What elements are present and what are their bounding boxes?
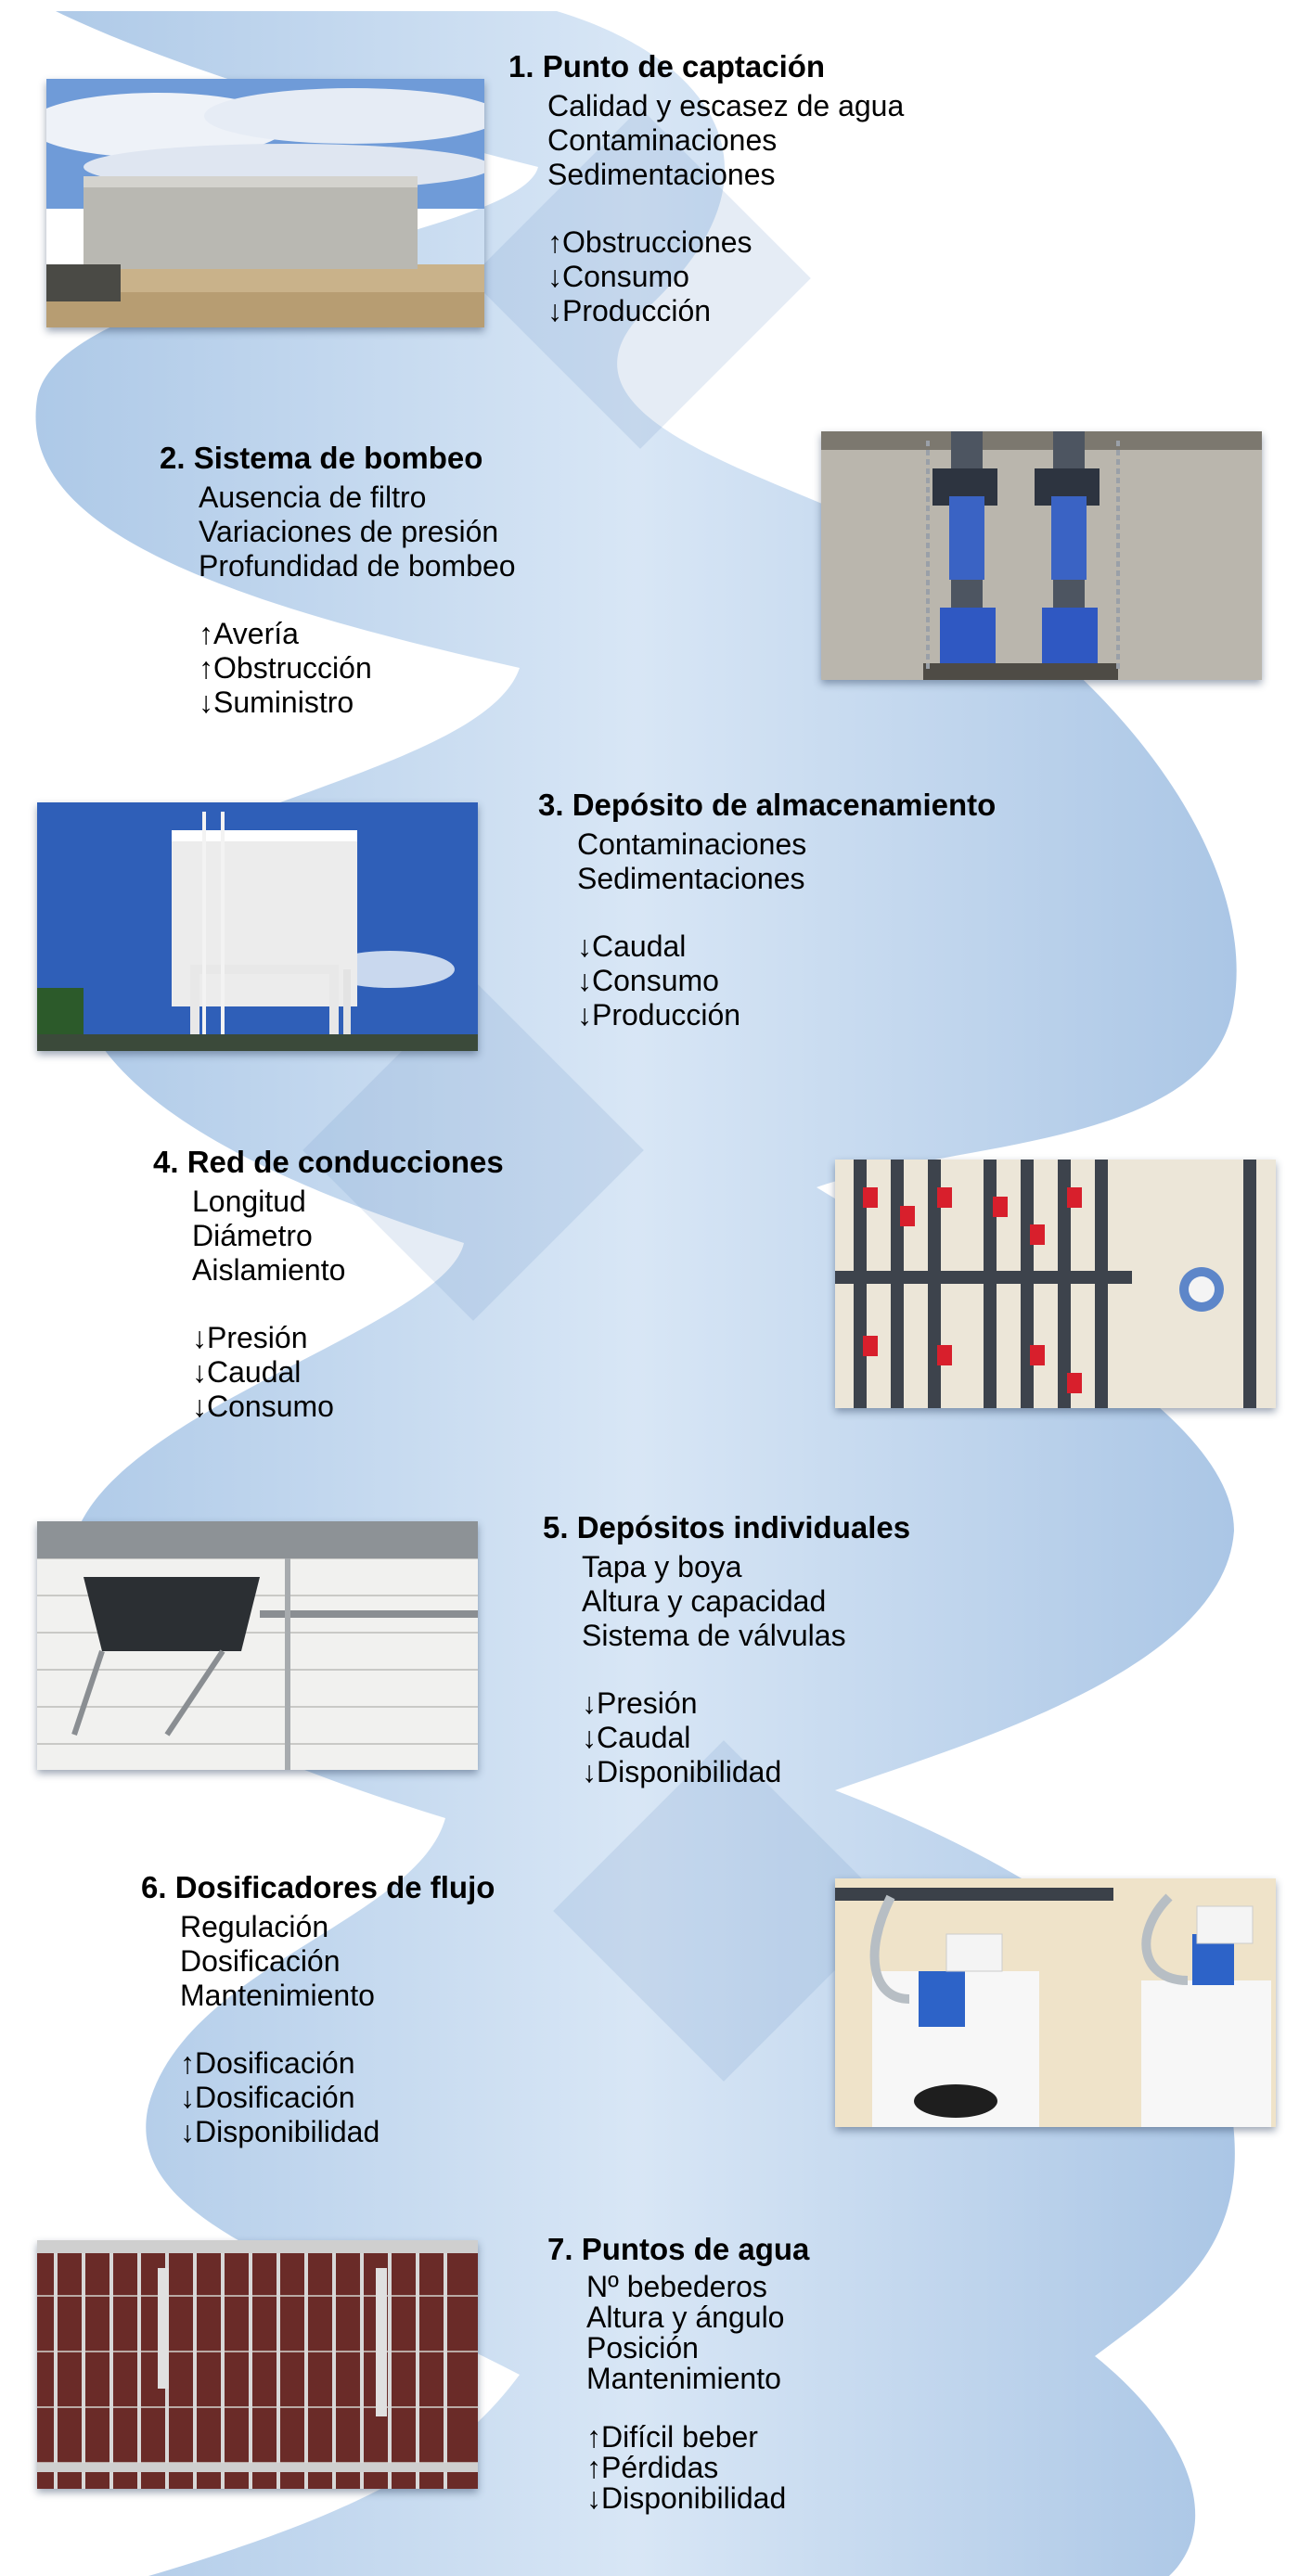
effect-line: ↑Avería bbox=[199, 617, 299, 650]
effect-line: ↑Obstrucciones bbox=[547, 225, 752, 259]
effect-line: ↓Suministro bbox=[199, 686, 354, 719]
factor-line: Calidad y escasez de agua bbox=[547, 89, 905, 122]
photo-flow-dosers bbox=[835, 1878, 1276, 2127]
factor-line: Profundidad de bombeo bbox=[199, 549, 516, 583]
photo-storage-tank bbox=[37, 802, 478, 1051]
factor-line: Dosificación bbox=[180, 1944, 341, 1978]
factor-line: Sistema de válvulas bbox=[582, 1619, 846, 1652]
factor-line: Sedimentaciones bbox=[547, 158, 776, 191]
effect-line: ↓Caudal bbox=[577, 929, 687, 963]
effect-line: ↑Pérdidas bbox=[586, 2451, 719, 2484]
effect-line: ↓Disponibilidad bbox=[582, 1755, 782, 1788]
factor-line: Altura y ángulo bbox=[586, 2300, 785, 2334]
section-title: 4. Red de conducciones bbox=[153, 1145, 504, 1179]
effect-line: ↓Caudal bbox=[582, 1721, 691, 1754]
factor-line: Nº bebederos bbox=[586, 2270, 767, 2303]
photo-water-intake bbox=[46, 79, 484, 327]
section-title: 5. Depósitos individuales bbox=[543, 1510, 911, 1544]
section-title: 6. Dosificadores de flujo bbox=[141, 1870, 495, 1904]
section-storage-tank bbox=[538, 787, 996, 1032]
factor-line: Variaciones de presión bbox=[199, 515, 499, 548]
section-water-intake bbox=[508, 48, 904, 328]
section-pipe-network bbox=[153, 1144, 504, 1424]
effect-line: ↓Consumo bbox=[192, 1390, 334, 1423]
effect-line: ↑Dosificación bbox=[180, 2046, 355, 2080]
factor-line: Posición bbox=[586, 2331, 699, 2365]
effect-line: ↓Producción bbox=[577, 998, 741, 1032]
effect-line: ↑Obstrucción bbox=[199, 651, 372, 685]
section-title: 1. Punto de captación bbox=[508, 49, 826, 83]
section-title: 2. Sistema de bombeo bbox=[160, 441, 483, 475]
section-drinking-points bbox=[547, 2231, 809, 2514]
section-pumping-system bbox=[160, 440, 516, 720]
effect-line: ↓Consumo bbox=[547, 260, 689, 293]
section-flow-dosers bbox=[141, 1869, 495, 2149]
effect-line: ↓Dosificación bbox=[180, 2081, 355, 2114]
effect-line: ↓Producción bbox=[547, 294, 712, 327]
effect-line: ↓Disponibilidad bbox=[586, 2481, 787, 2515]
photo-drinking-points bbox=[37, 2240, 478, 2489]
factor-line: Contaminaciones bbox=[577, 827, 807, 861]
effect-line: ↓Presión bbox=[582, 1686, 698, 1720]
photo-pipe-network bbox=[835, 1160, 1276, 1408]
section-individual-tanks bbox=[543, 1509, 910, 1789]
factor-line: Regulación bbox=[180, 1910, 329, 1943]
factor-line: Contaminaciones bbox=[547, 123, 778, 157]
effect-line: ↓Disponibilidad bbox=[180, 2115, 380, 2148]
photo-individual-tanks bbox=[37, 1521, 478, 1770]
section-title: 7. Puntos de agua bbox=[547, 2232, 810, 2266]
factor-line: Longitud bbox=[192, 1185, 306, 1218]
effect-line: ↑Difícil beber bbox=[586, 2420, 758, 2454]
factor-line: Tapa y boya bbox=[582, 1550, 742, 1583]
factor-line: Diámetro bbox=[192, 1219, 313, 1252]
factor-line: Ausencia de filtro bbox=[199, 481, 427, 514]
factor-line: Mantenimiento bbox=[586, 2362, 781, 2395]
factor-line: Altura y capacidad bbox=[582, 1584, 827, 1618]
factor-line: Mantenimiento bbox=[180, 1979, 375, 2012]
section-title: 3. Depósito de almacenamiento bbox=[538, 788, 997, 822]
effect-line: ↓Presión bbox=[192, 1321, 308, 1354]
factor-line: Sedimentaciones bbox=[577, 862, 805, 895]
effect-line: ↓Caudal bbox=[192, 1355, 302, 1389]
photo-pumping-system bbox=[821, 431, 1262, 680]
effect-line: ↓Consumo bbox=[577, 964, 719, 997]
factor-line: Aislamiento bbox=[192, 1253, 346, 1287]
